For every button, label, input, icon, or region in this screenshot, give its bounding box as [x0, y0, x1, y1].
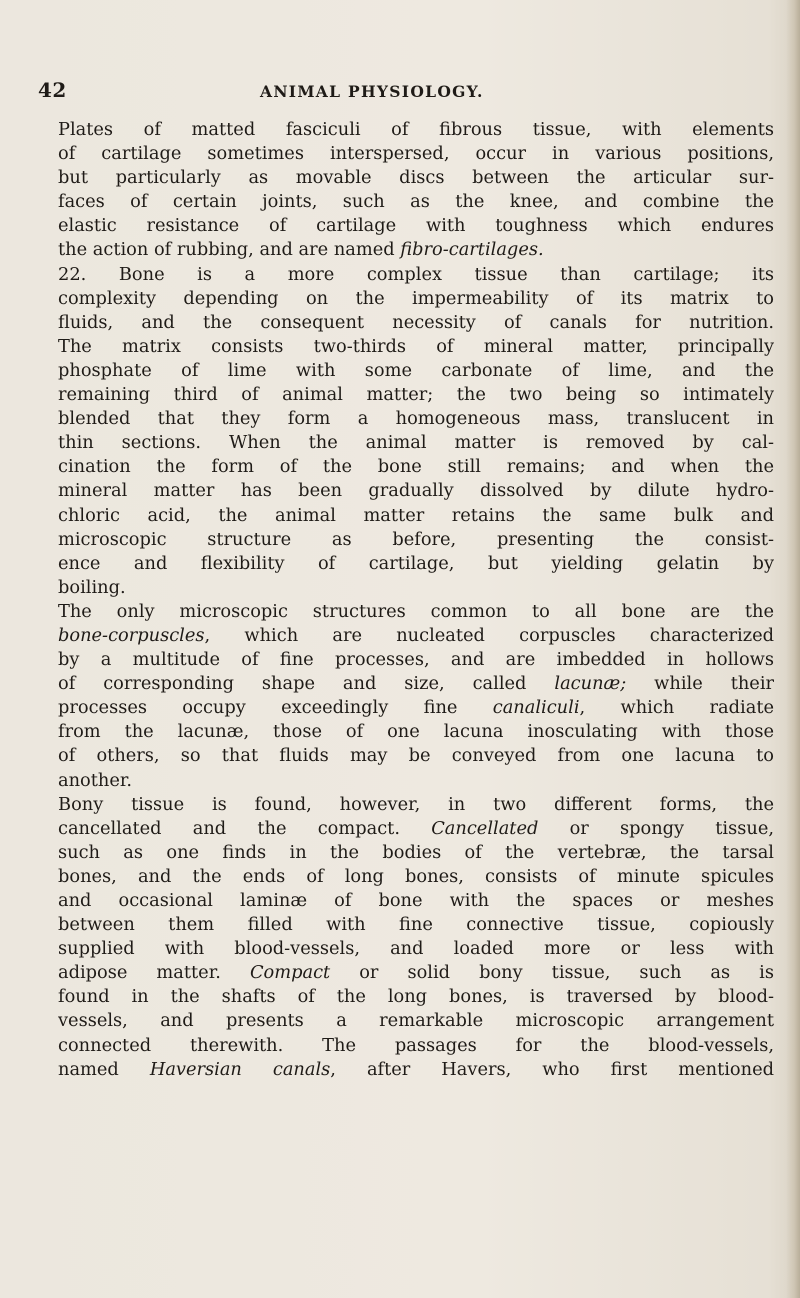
- text-line: [58, 479, 774, 503]
- text-line: [58, 696, 774, 720]
- text-line: [58, 118, 774, 142]
- text-line: [58, 769, 774, 793]
- text-line: [58, 263, 774, 287]
- text-run: Plates of matted fasciculi of fibrous tissue, with elements: [58, 119, 774, 140]
- text-run: , which radiate: [579, 697, 774, 719]
- text-line: [58, 648, 774, 672]
- text-run: or solid bony tissue, such as is: [330, 962, 774, 984]
- text-line: [58, 552, 774, 576]
- text-line: [58, 865, 774, 889]
- text-run: fluids, and the consequent necessity of canals for nutrition.: [58, 311, 774, 333]
- text-line: [58, 817, 774, 841]
- running-head: ANIMAL PHYSIOLOGY.: [260, 82, 484, 101]
- text-run: from the lacunæ, those of one lacuna inosculating with those: [58, 721, 774, 743]
- text-line: [58, 937, 774, 961]
- text-run: supplied with blood-vessels, and loaded more or less with: [58, 938, 774, 960]
- text-run: connected therewith. The passages for the blood-vessels,: [58, 1034, 774, 1056]
- text-run: the action of rubbing, and are named: [58, 239, 401, 261]
- text-run: adipose matter.: [58, 962, 250, 984]
- text-run: ence and flexibility of cartilage, but yielding gelatin by: [58, 552, 774, 574]
- text-line: [58, 335, 774, 359]
- text-line: [58, 600, 774, 624]
- text-line: [58, 407, 774, 431]
- page-edge-shadow: [786, 0, 800, 1298]
- text-line: [58, 1034, 774, 1058]
- text-line: [58, 1009, 774, 1033]
- text-run: or spongy tissue,: [538, 817, 774, 839]
- text-line: [58, 238, 774, 262]
- text-line: [58, 1058, 774, 1082]
- text-run: such as one finds in the bodies of the vertebræ, the tarsal: [58, 841, 774, 863]
- text-run: thin sections. When the animal matter is removed by cal-: [58, 432, 774, 454]
- text-run: chloric acid, the animal matter retains the same bulk and: [58, 504, 774, 526]
- italic-term: Cancellated: [431, 817, 539, 839]
- text-line: [58, 431, 774, 455]
- italic-term: canaliculi: [492, 697, 580, 719]
- text-line: [58, 985, 774, 1009]
- text-run: another.: [58, 769, 133, 791]
- text-run: vessels, and presents a remarkable microscopic arrangement: [58, 1010, 774, 1032]
- italic-term: fibro-cartilages.: [400, 239, 544, 261]
- text-line: [58, 504, 774, 528]
- text-run: but particularly as movable discs between the articular sur-: [58, 167, 774, 189]
- text-line: [58, 624, 774, 648]
- text-run: of corresponding shape and size, called: [58, 673, 555, 695]
- body-text: [58, 118, 774, 1082]
- text-run: boiling.: [58, 576, 126, 598]
- text-line: [58, 744, 774, 768]
- text-run: and occasional laminæ of bone with the spaces or meshes: [58, 890, 774, 911]
- text-run: 22. Bone is a more complex tissue than cartilage; its: [58, 263, 774, 285]
- text-line: [58, 720, 774, 744]
- text-run: faces of certain joints, such as the knee, and combine the: [58, 191, 774, 213]
- text-line: [58, 913, 774, 937]
- text-run: while their: [626, 673, 774, 695]
- text-run: Bony tissue is found, however, in two different forms, the: [58, 793, 774, 815]
- text-run: cination the form of the bone still remains; and when the: [58, 456, 774, 478]
- text-run: complexity depending on the impermeability of its matrix to: [58, 287, 774, 309]
- text-run: The only microscopic structures common to all bone are the: [58, 600, 774, 622]
- text-line: [58, 383, 774, 407]
- text-line: [58, 142, 774, 166]
- text-run: , which are nucleated corpuscles characterized: [204, 624, 774, 646]
- text-run: of others, so that fluids may be conveyed from one lacuna to: [58, 745, 774, 767]
- italic-term: Haversian canals: [149, 1058, 331, 1080]
- text-run: cancellated and the compact.: [58, 817, 432, 839]
- text-line: [58, 961, 774, 985]
- text-line: [58, 166, 774, 190]
- text-run: , after Havers, who first mentioned: [330, 1058, 774, 1080]
- text-run: blended that they form a homogeneous mass, translucent in: [58, 408, 774, 430]
- text-run: processes occupy exceedingly fine: [58, 697, 493, 719]
- text-run: found in the shafts of the long bones, is traversed by blood-: [58, 986, 774, 1008]
- text-run: named: [58, 1058, 150, 1080]
- text-line: [58, 672, 774, 696]
- text-run: The matrix consists two-thirds of mineral matter, principally: [58, 335, 774, 357]
- text-run: bones, and the ends of long bones, consists of minute spicules: [58, 865, 774, 887]
- text-line: [58, 576, 774, 600]
- text-line: [58, 528, 774, 552]
- text-run: between them filled with fine connective tissue, copiously: [58, 914, 774, 936]
- italic-term: lacunæ;: [554, 673, 627, 695]
- text-line: [58, 793, 774, 817]
- text-line: [58, 287, 774, 311]
- text-line: [58, 214, 774, 238]
- text-line: [58, 190, 774, 214]
- text-line: [58, 455, 774, 479]
- text-run: elastic resistance of cartilage with toughness which endures: [58, 215, 774, 237]
- text-run: phosphate of lime with some carbonate of lime, and the: [58, 359, 774, 381]
- text-line: [58, 889, 774, 913]
- text-line: [58, 841, 774, 865]
- text-run: of cartilage sometimes interspersed, occur in various positions,: [58, 143, 774, 165]
- text-run: remaining third of animal matter; the two being so intimately: [58, 384, 774, 406]
- text-run: mineral matter has been gradually dissolved by dilute hydro-: [58, 480, 774, 502]
- text-line: [58, 311, 774, 335]
- page-number: 42: [38, 78, 67, 102]
- italic-term: Compact: [249, 962, 331, 984]
- text-run: by a multitude of fine processes, and are imbedded in hollows: [58, 649, 774, 671]
- italic-term: bone-corpuscles: [58, 624, 205, 646]
- text-run: microscopic structure as before, presenting the consist-: [58, 528, 774, 550]
- page-header: [38, 78, 778, 108]
- text-line: [58, 359, 774, 383]
